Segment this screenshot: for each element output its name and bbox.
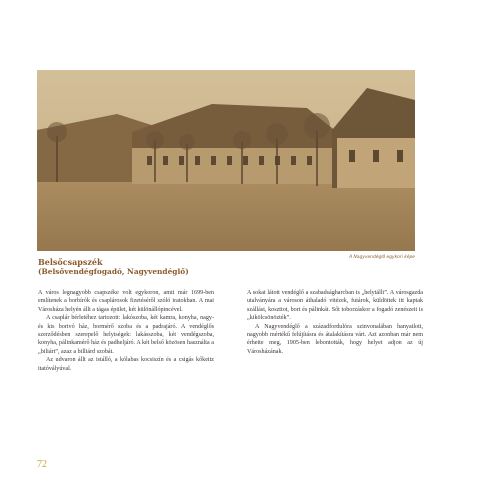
text-column-right <box>247 289 423 356</box>
paragraph: A Nagyvendéglő a századfordulóra szinvonalában hanyatlott, nagyobb mértékű felújításra és átalakításra várt. Azt azonban már nem érhette meg, 1905-ben lebontották, hogy helyet adjon az új Városházának. <box>247 323 423 355</box>
page-number: 72 <box>37 459 47 470</box>
paragraph: A város legnagyobb csapszéke volt egykoron, amit már 1699-ben említenek a borbírók és csaplárosok fizetéséről szóló iratokban. A mai Városháza helyén állt a tágas épület, két különállópincével. <box>38 290 214 313</box>
section-title: Belsőcsapszék <box>38 257 103 267</box>
paragraph: A csaplár bérletéhez tartozott: lakószoba, két kamra, konyha, nagy- és kis borivó ház, bormérő szoba és a padrajáró. A vendéglős szerződésben szerepelő helyiségek: lakásszoba, két vendégszoba, konyha, pálinkamérő ház és padheljáró. A két belső közösen használta a „biliárt”, azaz a billiárd szobát. <box>38 315 214 355</box>
section-subtitle: (Belsővendégfogadó, Nagyvendéglő) <box>38 267 189 276</box>
historic-photo <box>37 70 415 251</box>
paragraph: A sokat látott vendéglő a szabadságharcban is „helytállt”. A városgazda utalványára a városon áthaladó vitézek, futárok, küldöttek itt kaptak szállást, koszttot, bort és pálinkát. Sőt toborzáskor a fogadó zenészeit is „kikölcsönözték”. <box>247 290 423 322</box>
paragraph: Az udvaron állt az istálló, a kólabas kocsiszín és a csigás kőkeitz itatóvályúval. <box>38 357 214 372</box>
text-column-left <box>38 289 214 373</box>
section-heading <box>38 257 238 277</box>
photo-caption: A Nagyvendéglő egykori képe <box>349 255 415 260</box>
